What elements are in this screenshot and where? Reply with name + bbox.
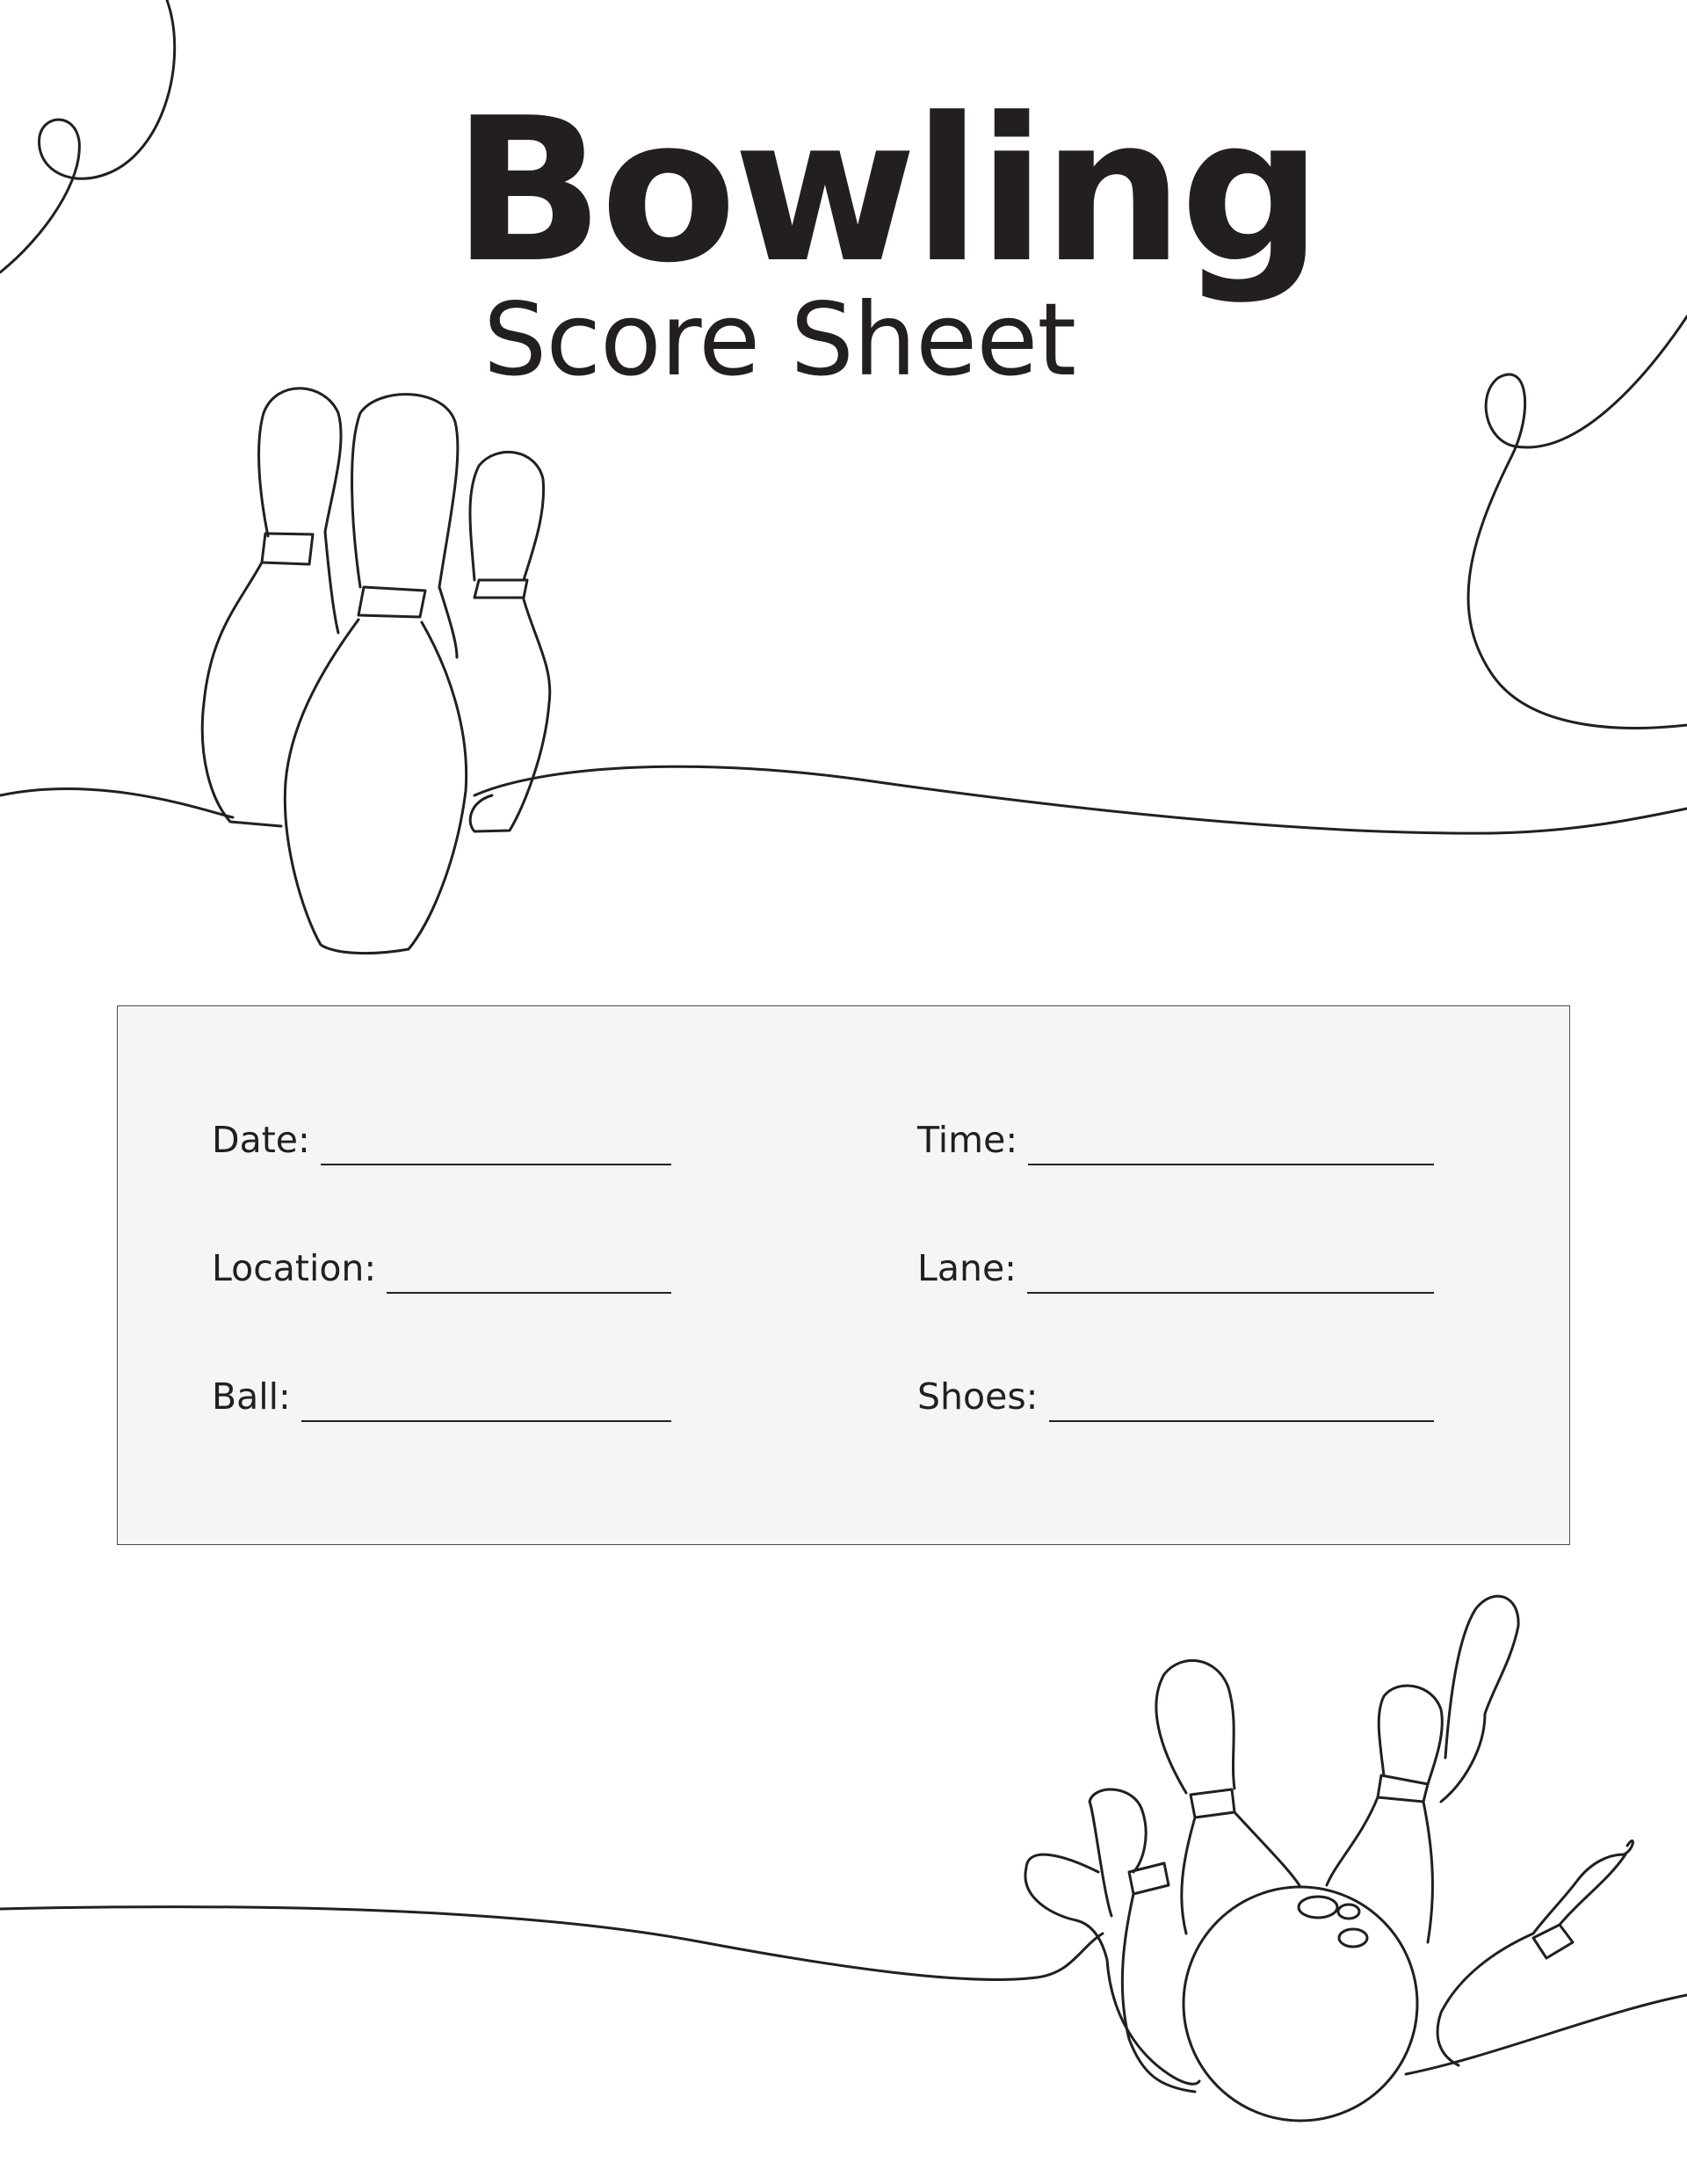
page-subtitle: Score Sheet xyxy=(483,281,1076,398)
time-label: Time: xyxy=(917,1119,1018,1161)
ball-field[interactable] xyxy=(212,1375,671,1418)
shoes-line[interactable] xyxy=(1049,1420,1435,1422)
time-line[interactable] xyxy=(1028,1164,1434,1165)
location-line[interactable] xyxy=(387,1292,671,1294)
location-field[interactable] xyxy=(212,1247,671,1289)
date-label: Date: xyxy=(212,1119,310,1161)
location-label: Location: xyxy=(212,1247,377,1289)
session-info-panel xyxy=(117,1005,1570,1545)
page-title: Bowling xyxy=(453,76,1319,307)
bowling-ball-and-pins xyxy=(1025,1596,1633,2121)
ball-line[interactable] xyxy=(301,1420,671,1422)
bowling-pins-top xyxy=(202,388,550,954)
lane-label: Lane: xyxy=(917,1247,1017,1289)
right-swirl xyxy=(1468,316,1687,728)
lane-field[interactable] xyxy=(917,1247,1434,1289)
lane-line[interactable] xyxy=(1027,1292,1434,1294)
shoes-field[interactable] xyxy=(917,1375,1434,1418)
time-field[interactable] xyxy=(917,1119,1434,1161)
bottom-horizon-line xyxy=(0,1907,1103,1980)
date-line[interactable] xyxy=(321,1164,671,1165)
shoes-label: Shoes: xyxy=(917,1375,1039,1418)
ball-label: Ball: xyxy=(212,1375,291,1418)
top-left-swirl xyxy=(0,0,175,272)
date-field[interactable] xyxy=(212,1119,671,1161)
